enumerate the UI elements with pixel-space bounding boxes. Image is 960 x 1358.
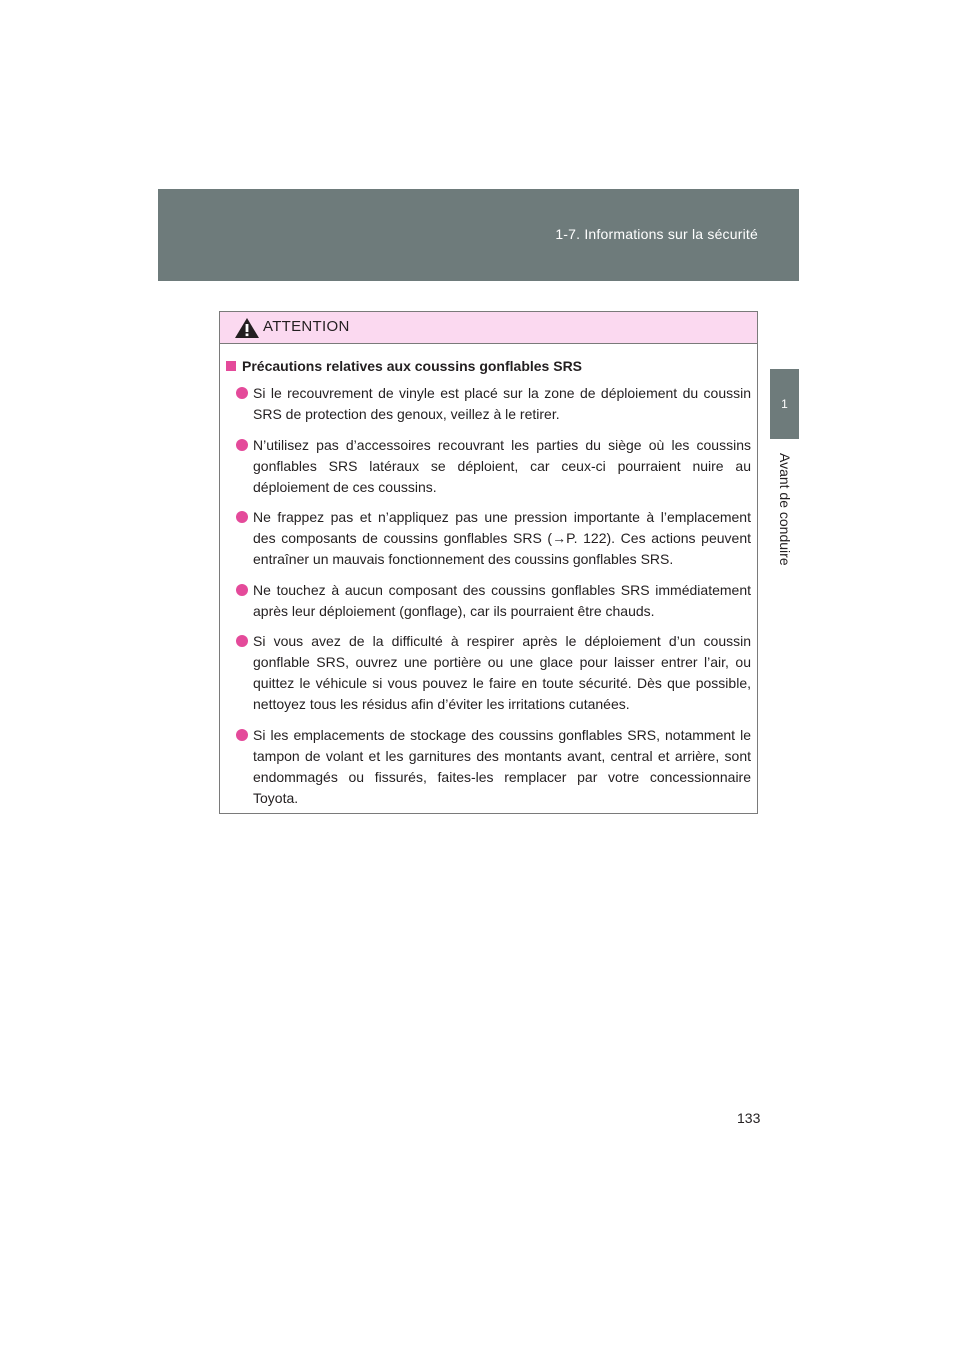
- warning-title: ATTENTION: [263, 318, 350, 335]
- section-title-header: 1-7. Informations sur la sécurité: [555, 226, 758, 242]
- warning-item-text: N’utilisez pas d’accessoires recouvrant les parties du siège où les coussins gonflables SRS latéraux se déploient, car ceux-ci pourraient nuire au déploiement de ces coussins.: [253, 436, 751, 495]
- warning-item-list: [226, 383, 751, 809]
- warning-item-text: Si le recouvrement de vinyle est placé sur la zone de déploiement du coussin SRS de protection des genoux, veillez à le retirer.: [253, 385, 751, 422]
- warning-item: [226, 507, 751, 570]
- square-bullet-icon: [226, 361, 236, 371]
- warning-item: [226, 725, 751, 809]
- warning-triangle-icon: [234, 317, 260, 339]
- warning-item: [226, 631, 751, 715]
- round-bullet-icon: [236, 635, 248, 647]
- round-bullet-icon: [236, 729, 248, 741]
- header-band: [158, 189, 799, 281]
- warning-body: [220, 344, 757, 809]
- chapter-number: 1: [781, 397, 788, 411]
- chapter-label: Avant de conduire: [777, 452, 793, 566]
- warning-section-title: [226, 356, 751, 376]
- round-bullet-icon: [236, 387, 248, 399]
- chapter-tab: [770, 369, 799, 439]
- warning-item-text: Si vous avez de la difficulté à respirer après le déploiement d’un coussin gonflable SRS, ouvrez une portière ou une glace pour laisser entrer l’air, ou quittez le véhicule si vous pouvez le faire en toute sécurité. Dès que possible, nettoyez tous les résidus afin d’éviter les irritations cutanées.: [253, 633, 751, 712]
- warning-item: [226, 383, 751, 425]
- warning-item-text: Si les emplacements de stockage des coussins gonflables SRS, notamment le tampon de volant et les garnitures des montants avant, central et arrière, sont endommagés ou fissurés, faites-les remplacer par votre concessionnaire Toyota.: [253, 726, 751, 806]
- warning-item: [226, 580, 751, 622]
- round-bullet-icon: [236, 511, 248, 523]
- warning-item-text: Ne frappez pas et n’appliquez pas une pression importante à l’emplacement des composants de coussins gonflables SRS (→P. 122). Ces actions peuvent entraîner un mauvais fonctionnement des coussins gonflables SRS.: [253, 509, 751, 567]
- warning-item-text: Ne touchez à aucun composant des coussins gonflables SRS immédiatement après leur déploiement (gonflage), car ils pourraient être chauds.: [253, 581, 751, 619]
- page-number: 133: [737, 1110, 761, 1126]
- warning-header: [220, 312, 757, 344]
- warning-item: [226, 435, 751, 498]
- round-bullet-icon: [236, 584, 248, 596]
- warning-box: [219, 311, 758, 814]
- warning-section-title-text: Précautions relatives aux coussins gonflables SRS: [242, 358, 583, 374]
- round-bullet-icon: [236, 439, 248, 451]
